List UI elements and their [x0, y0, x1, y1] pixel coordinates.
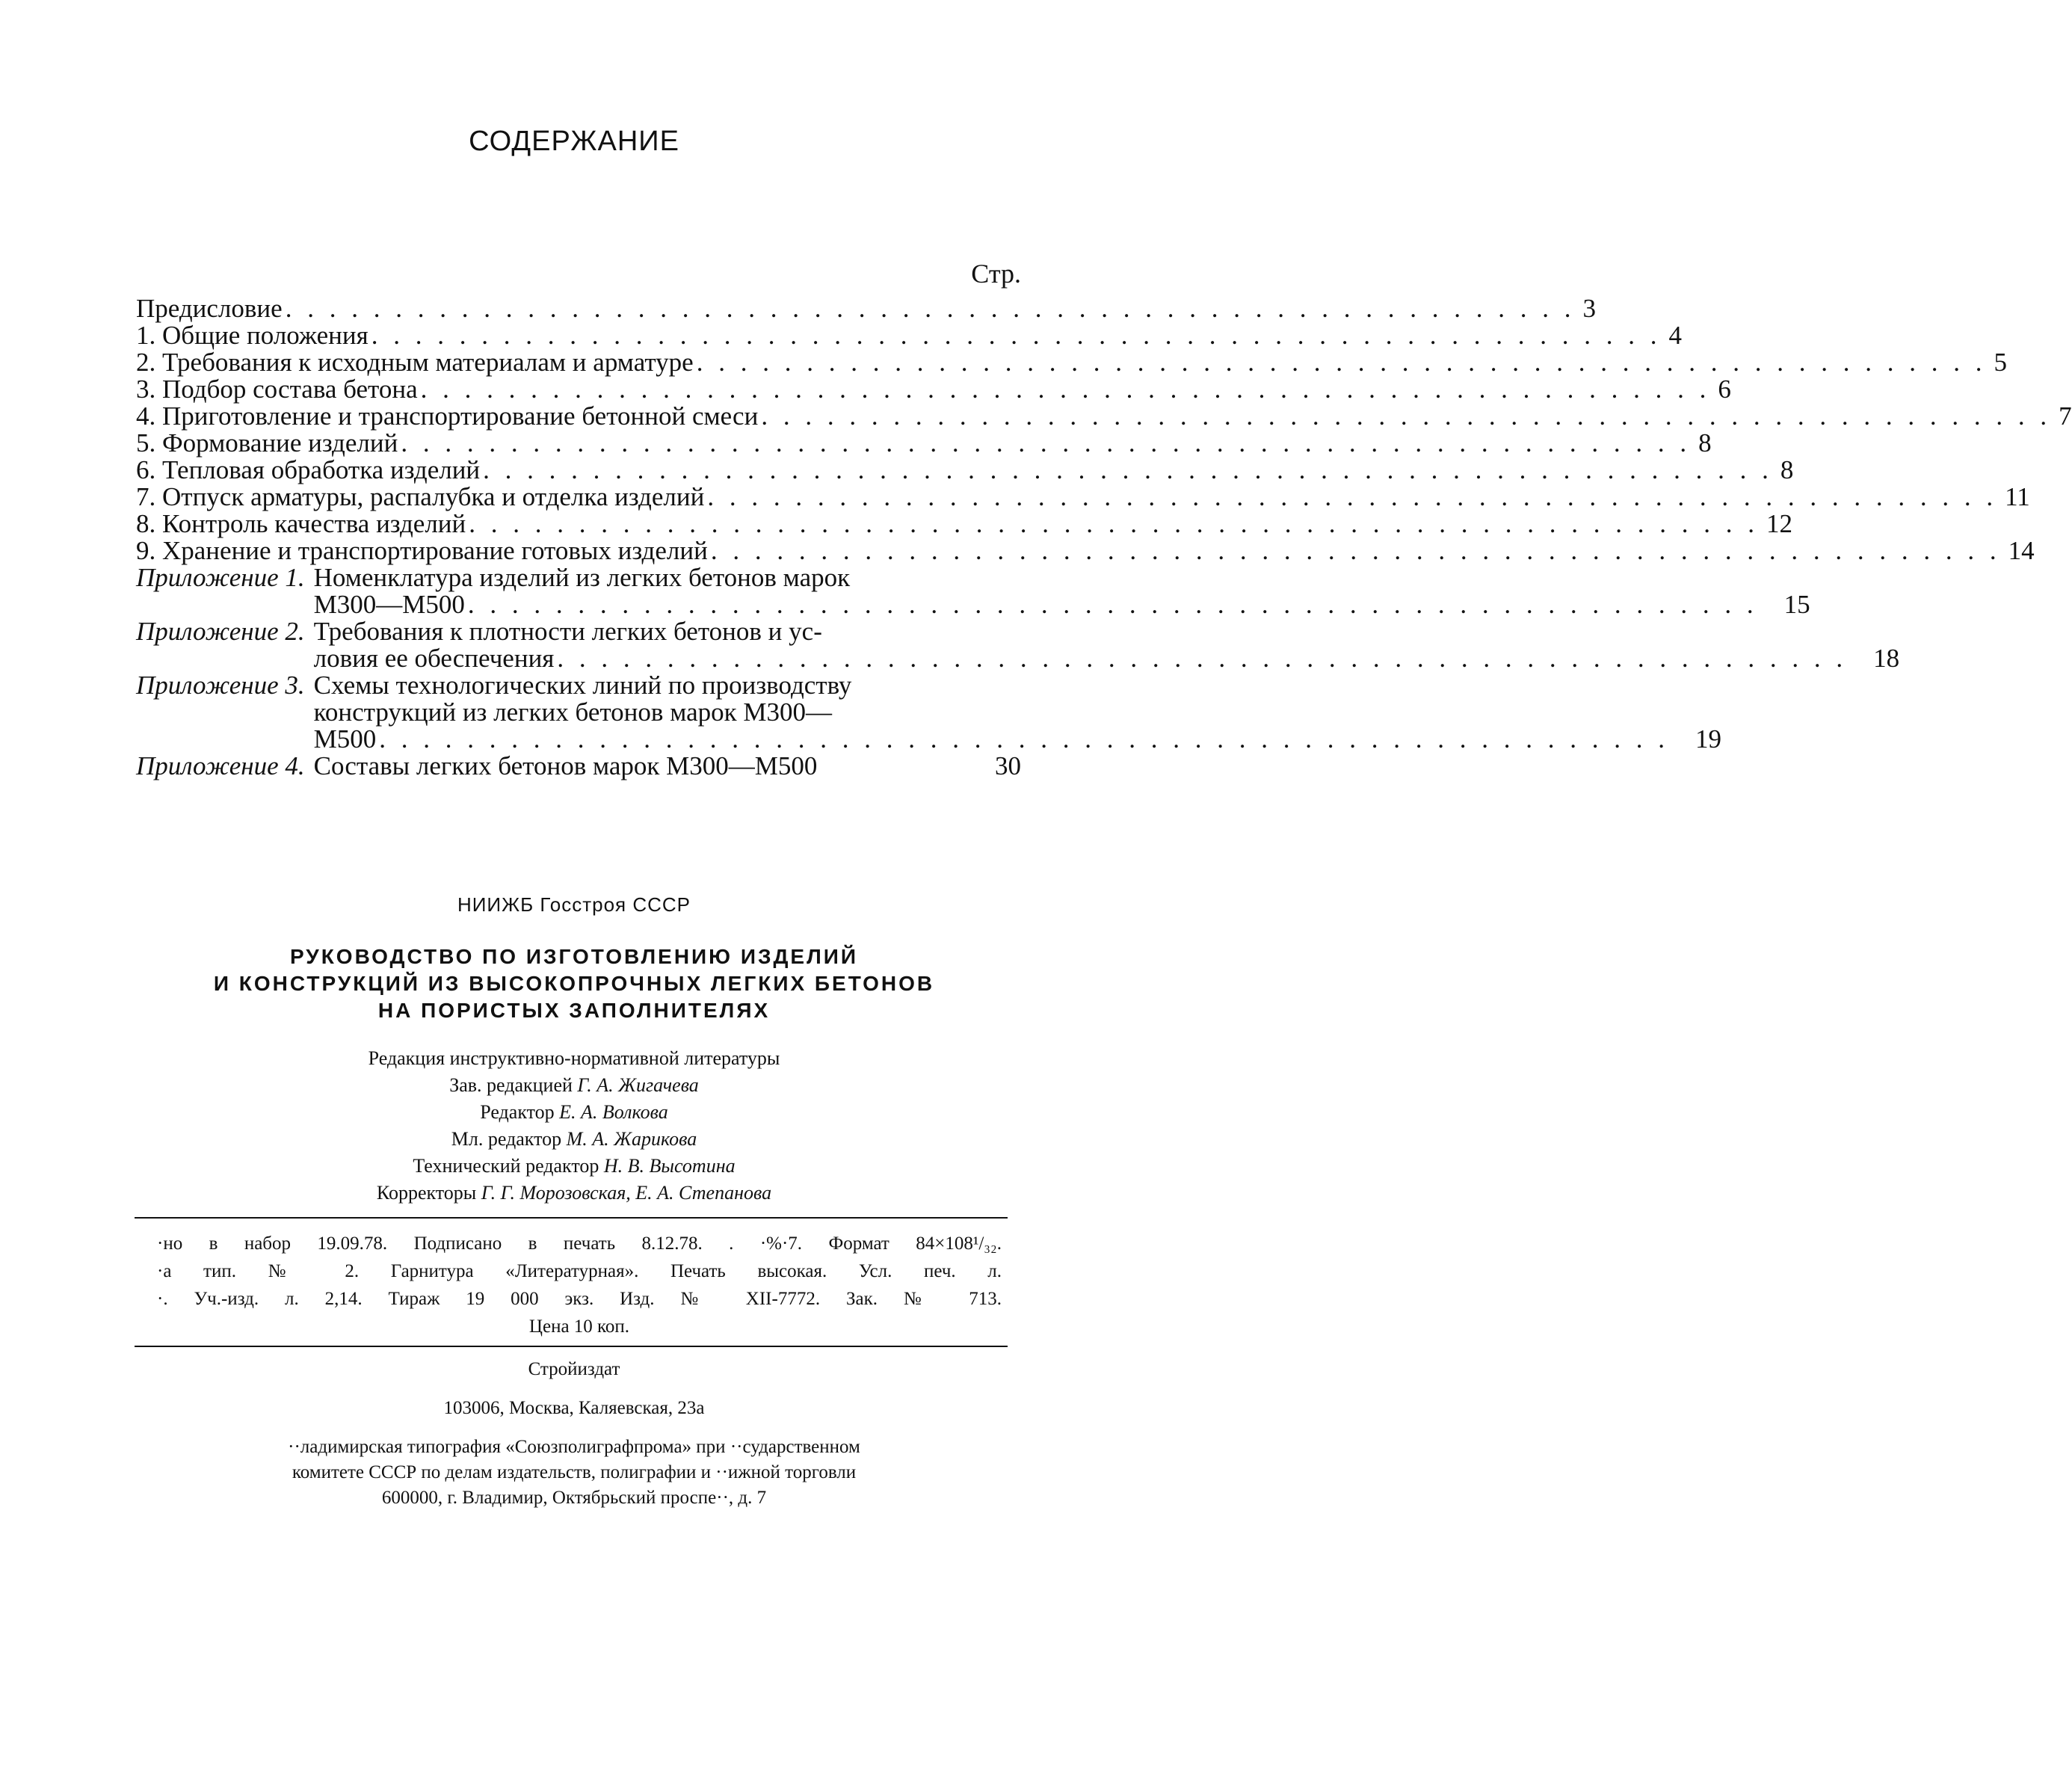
publisher-info: [0, 1357, 1148, 1511]
appendix-text: Схемы технологических линий по производству: [313, 671, 852, 700]
toc-item[interactable]: [136, 536, 2035, 565]
credit-label: Редактор: [480, 1101, 555, 1123]
toc-item[interactable]: [136, 428, 1712, 458]
toc-item[interactable]: [136, 509, 1793, 538]
toc-item-text: 8. Контроль качества изделий: [136, 509, 466, 538]
appendix-text: М500: [313, 724, 377, 754]
toc-item-page: 14: [2008, 536, 2035, 565]
toc-item[interactable]: [136, 348, 2007, 377]
leader-dots: [379, 726, 1669, 753]
toc-item-page: 30: [995, 751, 1021, 780]
printer-line: 600000, г. Владимир, Октябрьский проспе··, д. 7: [381, 1488, 767, 1508]
leader-dots: [421, 376, 1711, 403]
appendix-label: Приложение 3.: [136, 671, 305, 700]
toc-item-page: 8: [1698, 428, 1712, 458]
credit-label: Технический редактор: [413, 1155, 599, 1177]
toc-item-page: 3: [1582, 294, 1596, 323]
credit-line: [0, 1180, 1148, 1207]
printer-line: комитете СССР по делам издательств, полиграфии и ··ижной торговли: [292, 1462, 857, 1482]
publication-line: ·. Уч.-изд. л. 2,14. Тираж 19 000 экз. Изд. № XII-7772. Зак. № 713.: [157, 1289, 1002, 1309]
toc-item-page: 11: [2005, 482, 2030, 511]
appendix-text: Требования к плотности легких бетонов и ус-: [313, 617, 822, 646]
credit-name: Г. А. Жигачева: [577, 1074, 699, 1096]
leader-dots: [697, 349, 1987, 376]
toc-item-page: 18: [1873, 644, 1900, 673]
appendix-text: Составы легких бетонов марок М300—М500: [313, 751, 818, 780]
credit-name: М. А. Жарикова: [566, 1128, 697, 1150]
toc-appendix[interactable]: [136, 753, 1021, 780]
publisher-name: Стройиздат: [528, 1359, 620, 1379]
toc-item-text: 2. Требования к исходным материалам и арматуре: [136, 348, 694, 377]
contents-title: СОДЕРЖАНИЕ: [469, 126, 679, 157]
toc-appendix[interactable]: [136, 563, 1810, 619]
leader-dots: [483, 457, 1773, 484]
leader-dots: [371, 322, 1662, 349]
appendix-label: Приложение 2.: [136, 617, 305, 646]
appendix-text: Номенклатура изделий из легких бетонов марок: [313, 563, 851, 592]
toc-item-page: 19: [1695, 724, 1721, 754]
divider: [135, 1217, 1008, 1219]
toc-item-page: 8: [1780, 455, 1794, 484]
toc-item-page: 6: [1718, 375, 1731, 404]
toc-item-text: Предисловие: [136, 294, 283, 323]
leader-dots: [557, 645, 1847, 672]
toc-item[interactable]: [136, 482, 2030, 511]
toc-item[interactable]: [136, 375, 1731, 404]
credit-line: [0, 1072, 1148, 1099]
credit-name: Е. А. Волкова: [559, 1101, 668, 1123]
printer-line: ··ладимирская типография «Союзполиграфпрома» при ··сударственном: [288, 1437, 860, 1457]
editorial-credits: [0, 1045, 1148, 1207]
toc-appendix[interactable]: [136, 617, 1900, 673]
leader-dots: [707, 484, 1997, 511]
organization: НИИЖБ Госстроя СССР: [457, 893, 691, 916]
credit-line: [0, 1126, 1148, 1153]
publisher-address: 103006, Москва, Каляевская, 23а: [443, 1398, 705, 1418]
editorial-office: Редакция инструктивно-нормативной литературы: [368, 1047, 780, 1069]
page-column-header: Стр.: [971, 259, 1021, 289]
appendix-text: ловия ее обеспечения: [313, 644, 555, 673]
toc-item[interactable]: [136, 455, 1794, 484]
leader-dots: [468, 591, 1758, 618]
toc-item-text: 9. Хранение и транспортирование готовых изделий: [136, 536, 708, 565]
credit-label: Мл. редактор: [451, 1128, 562, 1150]
toc-item-text: 6. Тепловая обработка изделий: [136, 455, 481, 484]
appendix-label: Приложение 4.: [136, 751, 305, 780]
toc-item-text: 4. Приготовление и транспортирование бетонной смеси: [136, 401, 759, 431]
table-of-contents: [136, 294, 2072, 780]
credit-name: Н. В. Высотина: [603, 1155, 736, 1177]
leader-dots: [761, 403, 2051, 430]
leader-dots: [286, 295, 1576, 322]
toc-item-page: 12: [1766, 509, 1793, 538]
toc-item-page: 5: [1994, 348, 2007, 377]
credit-label: Зав. редакцией: [449, 1074, 573, 1096]
book-title: [0, 943, 1148, 1024]
credit-name: Г. Г. Морозовская, Е. А. Степанова: [481, 1182, 772, 1204]
publication-line: ·а тип. № 2. Гарнитура «Литературная». Печать высокая. Усл. печ. л.: [157, 1261, 1002, 1281]
publication-line: ·но в набор 19.09.78. Подписано в печать 8.12.78. . ·%·7. Формат 84×108¹/₃₂.: [157, 1233, 1002, 1254]
toc-item[interactable]: [136, 294, 1596, 323]
credit-line: [0, 1153, 1148, 1180]
price: Цена 10 коп.: [528, 1316, 630, 1337]
imprint: [0, 893, 1148, 1207]
toc-item-text: 1. Общие положения: [136, 321, 369, 350]
leader-dots: [401, 430, 1691, 457]
publication-details: [157, 1230, 1002, 1340]
book-title-line: НА ПОРИСТЫХ ЗАПОЛНИТЕЛЯХ: [377, 999, 771, 1022]
appendix-label: Приложение 1.: [136, 563, 305, 592]
toc-item-text: 7. Отпуск арматуры, распалубка и отделка изделий: [136, 482, 705, 511]
book-title-line: И КОНСТРУКЦИЙ ИЗ ВЫСОКОПРОЧНЫХ ЛЕГКИХ БЕТОНОВ: [213, 972, 935, 995]
toc-item[interactable]: [136, 401, 2072, 431]
book-title-line: РУКОВОДСТВО ПО ИЗГОТОВЛЕНИЮ ИЗДЕЛИЙ: [289, 945, 859, 968]
toc-item[interactable]: [136, 321, 1682, 350]
toc-item-text: 3. Подбор состава бетона: [136, 375, 418, 404]
credit-line: [0, 1099, 1148, 1126]
toc-item-page: 7: [2059, 401, 2072, 431]
appendix-text: конструкций из легких бетонов марок М300—: [313, 697, 833, 727]
divider: [135, 1346, 1008, 1347]
appendix-text: М300—М500: [313, 590, 465, 619]
toc-appendix[interactable]: [136, 671, 1721, 754]
leader-dots: [469, 511, 1759, 537]
credit-label: Корректоры: [376, 1182, 477, 1204]
toc-item-text: 5. Формование изделий: [136, 428, 398, 458]
toc-item-page: 4: [1668, 321, 1682, 350]
leader-dots: [711, 537, 2001, 564]
toc-item-page: 15: [1783, 590, 1810, 619]
